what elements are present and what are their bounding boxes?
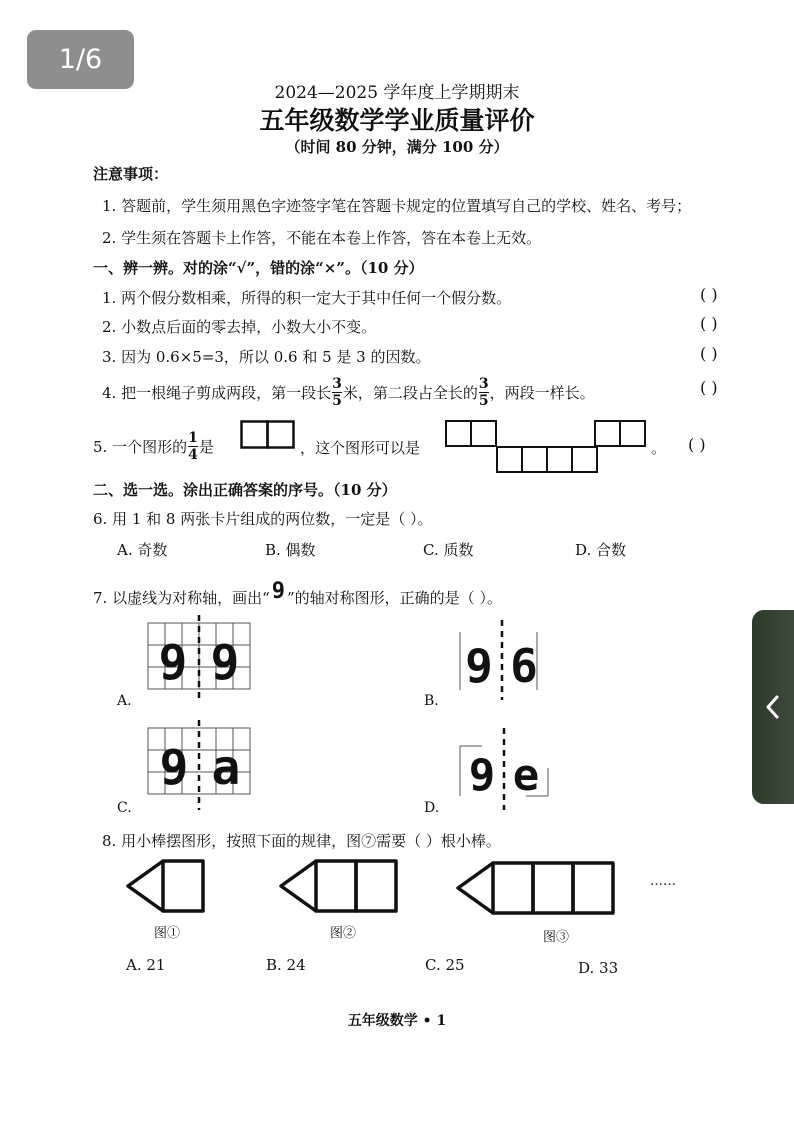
- question-5-text: 是: [198, 437, 214, 456]
- question-5: [93, 425, 214, 467]
- option-d[interactable]: D. 合数: [575, 541, 627, 559]
- option-b-figure: [452, 620, 547, 700]
- answer-parens[interactable]: ( ): [688, 435, 706, 454]
- answer-parens[interactable]: ( ): [700, 314, 718, 333]
- net-shape: [445, 420, 649, 474]
- fraction: [332, 377, 342, 408]
- page-footer: 五年级数学 • 1: [347, 1013, 447, 1029]
- note-item: 2. 学生须在答题卡上作答，不能在本卷上作答，答在本卷上无效。: [102, 229, 542, 247]
- question-5-text: 。: [651, 439, 667, 457]
- question-7-text: ”的轴对称图形，正确的是（ ）。: [287, 589, 502, 607]
- option-b[interactable]: B. 24: [266, 956, 306, 974]
- stick-figure-3: [455, 860, 625, 916]
- fraction-numerator: 3: [478, 375, 489, 392]
- question-6: 6. 用 1 和 8 两张卡片组成的两位数，一定是（ ）。: [93, 510, 433, 528]
- answer-parens[interactable]: ( ): [700, 344, 718, 363]
- glyph: e: [512, 750, 540, 801]
- fraction-numerator: 3: [332, 375, 342, 392]
- fraction: [188, 431, 198, 462]
- answer-parens[interactable]: ( ): [700, 285, 718, 304]
- glyph: a: [211, 740, 241, 796]
- option-b[interactable]: B.: [424, 693, 439, 709]
- question-1: 1. 两个假分数相乘，所得的积一定大于其中任何一个假分数。: [102, 289, 512, 307]
- stick-figure-2: [278, 858, 403, 914]
- question-3: 3. 因为 0.6×5=3，所以 0.6 和 5 是 3 的因数。: [102, 348, 431, 366]
- question-5-text: ，这个图形可以是: [300, 439, 421, 457]
- glyph: 9: [465, 639, 493, 693]
- option-a-figure: [140, 615, 255, 700]
- option-c-figure: [142, 720, 257, 810]
- question-4: [102, 372, 595, 412]
- option-d[interactable]: D.: [424, 800, 440, 816]
- question-5-text: 5. 一个图形的: [93, 437, 188, 456]
- option-c[interactable]: C. 质数: [423, 541, 474, 559]
- question-4-text: 米，第二段占全长的: [342, 383, 478, 402]
- section-heading: 二、选一选。涂出正确答案的序号。（10 分）: [93, 481, 397, 499]
- option-c[interactable]: C.: [117, 800, 132, 816]
- fraction-denominator: 4: [188, 446, 198, 463]
- figure-caption: 图③: [543, 930, 570, 945]
- glyph: 6: [510, 639, 538, 693]
- option-a[interactable]: A.: [117, 693, 132, 709]
- question-7-text: 7. 以虚线为对称轴，画出“: [93, 589, 270, 607]
- fraction: [479, 377, 489, 408]
- option-c[interactable]: C. 25: [425, 956, 465, 974]
- glyph: 9: [159, 740, 189, 796]
- question-2: 2. 小数点后面的零去掉，小数大小不变。: [102, 318, 377, 336]
- question-8: 8. 用小棒摆图形，按照下面的规律，图⑦需要（ ）根小棒。: [102, 832, 501, 850]
- question-4-text: ，两段一样长。: [489, 383, 595, 402]
- option-d-figure: [452, 728, 557, 810]
- question-4-text: 4. 把一根绳子剪成两段，第一段长: [102, 383, 332, 402]
- glyph: 9: [468, 750, 496, 801]
- fraction-numerator: 1: [188, 429, 198, 446]
- question-7: [93, 579, 502, 610]
- glyph: 9: [210, 635, 240, 691]
- figure-caption: 图①: [154, 926, 181, 941]
- fraction-denominator: 5: [332, 392, 342, 409]
- answer-parens[interactable]: ( ): [700, 378, 718, 397]
- option-d[interactable]: D. 33: [578, 959, 619, 977]
- exam-duration: （时间 80 分钟，满分 100 分）: [285, 138, 509, 156]
- fraction-denominator: 5: [478, 392, 489, 409]
- exam-term: 2024—2025 学年度上学期期末: [274, 83, 520, 103]
- glyph: 9: [158, 635, 188, 691]
- side-panel-toggle[interactable]: [752, 610, 794, 804]
- page-title: 五年级数学学业质量评价: [259, 106, 535, 135]
- digit-glyph: 9: [271, 579, 285, 604]
- stick-figure-1: [125, 858, 210, 914]
- figure-caption: 图②: [330, 926, 357, 941]
- note-item: 1. 答题前，学生须用黑色字迹签字笔在答题卡规定的位置填写自己的学校、姓名、考号；: [102, 197, 692, 215]
- section-heading: 一、辨一辨。对的涂“√”，错的涂“×”。（10 分）: [93, 259, 424, 277]
- option-a[interactable]: A. 奇数: [117, 541, 168, 559]
- two-square-shape: [240, 420, 296, 450]
- option-b[interactable]: B. 偶数: [265, 541, 316, 559]
- chevron-left-icon: [764, 694, 782, 720]
- option-a[interactable]: A. 21: [126, 956, 166, 974]
- notes-heading: 注意事项：: [93, 165, 169, 183]
- page-indicator: 1/6: [27, 30, 134, 89]
- ellipsis: ……: [650, 874, 676, 889]
